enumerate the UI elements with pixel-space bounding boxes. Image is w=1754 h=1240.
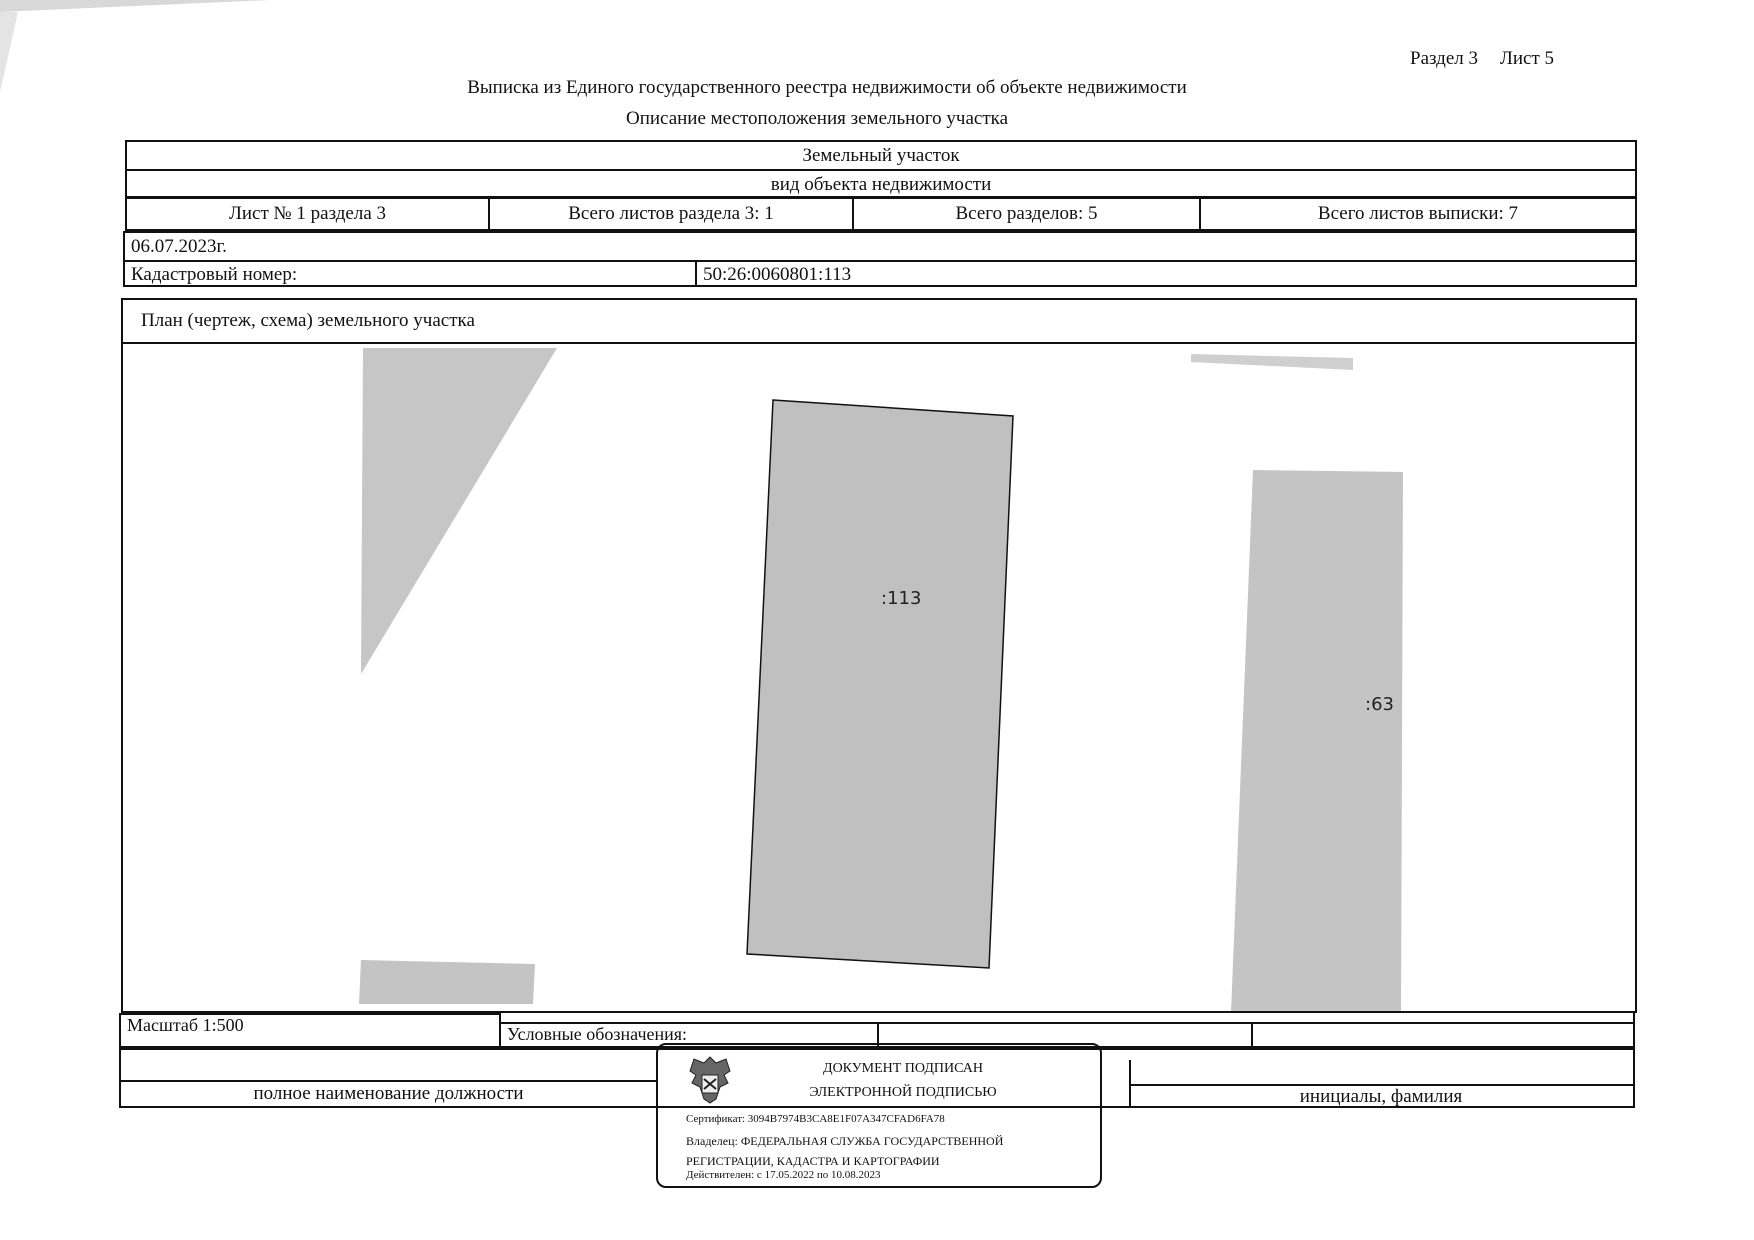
coat-of-arms-icon: [686, 1053, 734, 1107]
plan-block: [121, 298, 1637, 1013]
parcel-label-63: :63: [1365, 694, 1394, 715]
cadastral-number-label: Кадастровый номер:: [131, 263, 298, 285]
stamp-title-line2: ЭЛЕКТРОННОЙ ПОДПИСЬЮ: [809, 1085, 997, 1100]
date-cadastral-block: [123, 231, 1637, 287]
stamp-title-line1: ДОКУМЕНТ ПОДПИСАН: [823, 1061, 983, 1076]
stamp-owner-line2: РЕГИСТРАЦИИ, КАДАСТРА И КАРТОГРАФИИ: [686, 1154, 940, 1168]
total-sheets-section: Всего листов раздела 3: 1: [568, 203, 774, 224]
scale: Масштаб 1:500: [127, 1014, 244, 1035]
stamp-validity: Действителен: с 17.05.2022 по 10.08.2023: [686, 1169, 881, 1181]
electronic-signature-stamp: [656, 1043, 1102, 1188]
parcel-label-113: :113: [881, 588, 922, 609]
plan-drawing: [123, 344, 1635, 1011]
position-caption: полное наименование должности: [253, 1083, 524, 1104]
object-type-block: [125, 140, 1637, 198]
object-type: Земельный участок: [802, 144, 960, 166]
section-number: Раздел 3: [1410, 48, 1478, 69]
stamp-certificate: Сертификат: 3094B7974B3CA8E1F07A347CFAD6FA78: [686, 1113, 945, 1125]
parcel-113-shape: [747, 400, 1013, 968]
total-sheets-extract: Всего листов выписки: 7: [1317, 203, 1519, 224]
cadastral-number-value: 50:26:0060801:113: [703, 263, 852, 285]
document-subtitle: Описание местоположения земельного участка: [625, 108, 1009, 129]
plan-title: План (чертеж, схема) земельного участка: [141, 310, 475, 331]
neighbor-parcel-triangle: [361, 348, 557, 674]
sheet-info-row: [125, 197, 1637, 231]
extract-date: 06.07.2023г.: [131, 235, 227, 257]
total-sections: Всего разделов: 5: [955, 203, 1098, 224]
sheet-of-section: Лист № 1 раздела 3: [228, 203, 387, 224]
parcel-63-shape: [1231, 470, 1403, 1011]
stamp-owner-line1: Владелец: ФЕДЕРАЛЬНАЯ СЛУЖБА ГОСУДАРСТВЕННОЙ: [686, 1134, 1004, 1148]
neighbor-parcel-top-right: [1191, 354, 1353, 370]
sheet-number: Лист 5: [1500, 48, 1555, 69]
document-title: Выписка из Единого государственного реестра недвижимости об объекте недвижимости: [467, 77, 1187, 98]
object-type-caption: вид объекта недвижимости: [770, 173, 992, 195]
legend-label: Условные обозначения:: [507, 1023, 688, 1044]
name-caption: инициалы, фамилия: [1299, 1086, 1463, 1107]
scan-corner-artifact: [0, 0, 270, 12]
neighbor-parcel-bottom: [359, 960, 535, 1004]
